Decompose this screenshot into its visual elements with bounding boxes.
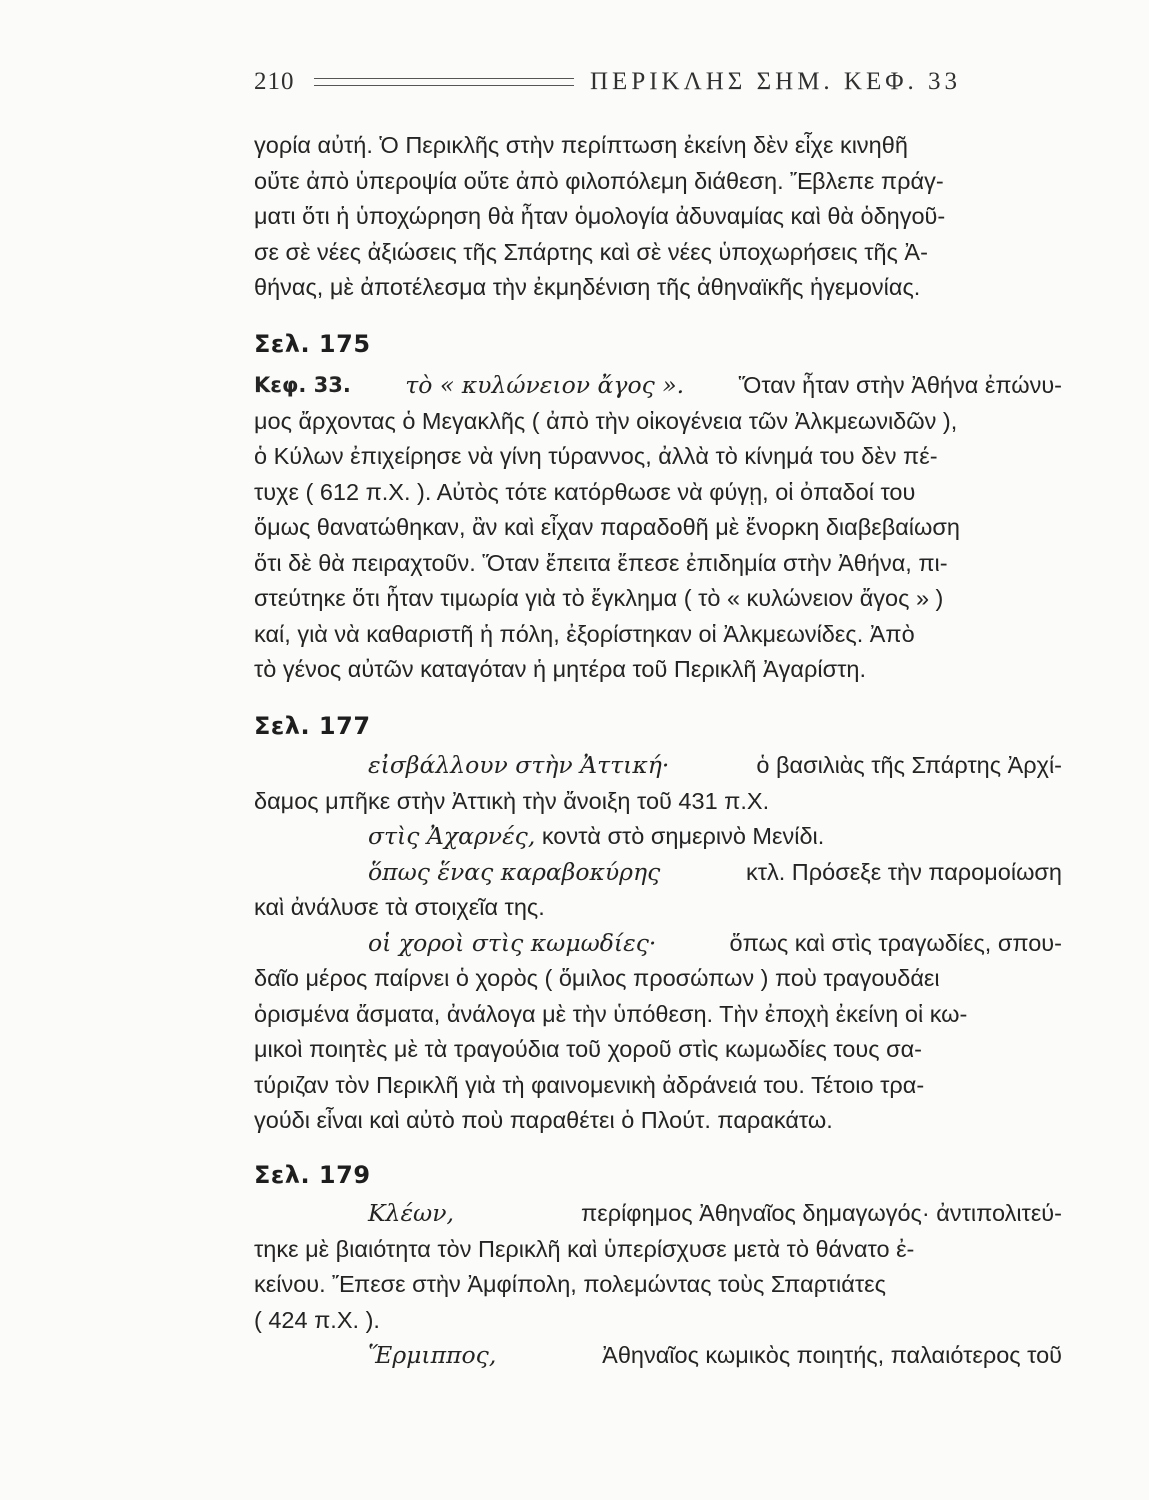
italic-term: εἰσβάλλουν στὴν Ἀττική· bbox=[368, 751, 670, 779]
text-line: Κλέων, περίφημος Ἀθηναῖος δημαγωγός· ἀντιπολιτεύ- bbox=[254, 1196, 1062, 1232]
italic-term: Ἕρμιππος, bbox=[368, 1341, 497, 1369]
chapter-label: Κεφ. 33. bbox=[254, 373, 351, 397]
section-heading-175: Σελ. 175 bbox=[254, 330, 371, 358]
text-line: σε σὲ νέες ἀξιώσεις τῆς Σπάρτης καὶ σὲ νέες ὑποχωρήσεις τῆς Ἀ- bbox=[254, 238, 928, 265]
text-line: καί, γιὰ νὰ καθαριστῆ ἡ πόλη, ἐξορίστηκαν οἱ Ἀλκμεωνίδες. Ἀπὸ bbox=[254, 620, 915, 647]
text-line: ὅτι δὲ θὰ πειραχτοῦν. Ὅταν ἔπειτα ἔπεσε ἐπιδημία στὴν Ἀθήνα, πι- bbox=[254, 549, 948, 576]
section-heading-177: Σελ. 177 bbox=[254, 712, 371, 740]
text-line: τηκε μὲ βιαιότητα τὸν Περικλῆ καὶ ὑπερίσχυσε μετὰ τὸ θάνατο ἐ- bbox=[254, 1235, 915, 1262]
text-line: τύριζαν τὸν Περικλῆ γιὰ τὴ φαινομενικὴ ἀδράνειά του. Τέτοιο τρα- bbox=[254, 1071, 925, 1098]
text-line: τὸ γένος αὐτῶν καταγόταν ἡ μητέρα τοῦ Περικλῆ Ἀγαρίστη. bbox=[254, 656, 866, 682]
text-line: ματι ὅτι ἡ ὑποχώρηση θὰ ἦταν ὁμολογία ἀδυναμίας καὶ θὰ ὁδηγοῦ- bbox=[254, 203, 946, 229]
text-line: θήνας, μὲ ἀποτέλεσμα τὴν ἐκμηδένιση τῆς ἀθηναϊκῆς ἡγεμονίας. bbox=[254, 274, 921, 300]
text-line: καὶ ἀνάλυσε τὰ στοιχεῖα της. bbox=[254, 894, 545, 920]
text-line: ὅπως ἕνας καραβοκύρης κτλ. Πρόσεξε τὴν παρομοίωση bbox=[254, 855, 1062, 891]
paragraph-intro bbox=[254, 128, 1062, 306]
running-head bbox=[254, 62, 1046, 102]
text-line: δαῖο μέρος παίρνει ὁ χορὸς ( ὅμιλος προσώπων ) ποὺ τραγουδάει bbox=[254, 965, 940, 991]
text-line: στὶς Ἀχαρνές, κοντὰ στὸ σημερινὸ Μενίδι. bbox=[254, 819, 1062, 855]
text-line: οἱ χοροὶ στὶς κωμωδίες· ὅπως καὶ στὶς τραγωδίες, σπου- bbox=[254, 926, 1062, 962]
text-line: τυχε ( 612 π.Χ. ). Αὐτὸς τότε κατόρθωσε νὰ φύγῃ, οἱ ὀπαδοί του bbox=[254, 478, 916, 505]
text-line: γούδι εἶναι καὶ αὐτὸ ποὺ παραθέτει ὁ Πλούτ. παρακάτω. bbox=[254, 1107, 833, 1133]
text-line: οὔτε ἀπὸ ὑπεροψία οὔτε ἀπὸ φιλοπόλεμη διάθεση. Ἔβλεπε πράγ- bbox=[254, 167, 944, 194]
text-line: ὁρισμένα ἄσματα, ἀνάλογα μὲ τὴν ὑπόθεση. Τὴν ἐποχὴ ἐκείνη οἱ κω- bbox=[254, 1000, 968, 1027]
page-number: 210 bbox=[254, 68, 295, 95]
italic-term: οἱ χοροὶ στὶς κωμωδίες· bbox=[368, 928, 657, 957]
text-line: γορία αὐτή. Ὁ Περικλῆς στὴν περίπτωση ἐκείνη δὲν εἶχε κινηθῆ bbox=[254, 132, 908, 158]
paragraph-section-177 bbox=[254, 748, 1062, 1139]
text-line: ὁ Κύλων ἐπιχείρησε νὰ γίνη τύραννος, ἀλλὰ τὸ κίνημά του δὲν πέ- bbox=[254, 443, 938, 469]
text-line: εἰσβάλλουν στὴν Ἀττική· ὁ βασιλιὰς τῆς Σπάρτης Ἀρχί- bbox=[254, 748, 1062, 784]
italic-term: τὸ « κυλώνειον ἄγος ». bbox=[405, 371, 685, 399]
italic-term: Κλέων, bbox=[368, 1199, 454, 1227]
italic-term: ὅπως ἕνας καραβοκύρης bbox=[368, 857, 661, 886]
text-line: Κεφ. 33. τὸ « κυλώνειον ἄγος ». Ὅταν ἦταν στὴν Ἀθήνα ἐπώνυ- bbox=[254, 368, 1062, 404]
text-line: κείνου. Ἔπεσε στὴν Ἀμφίπολη, πολεμώντας τοὺς Σπαρτιάτες bbox=[254, 1271, 886, 1297]
section-heading-179: Σελ. 179 bbox=[254, 1161, 371, 1189]
text-line: στεύτηκε ὅτι ἦταν τιμωρία γιὰ τὸ ἔγκλημα ( τὸ « κυλώνειον ἄγος » ) bbox=[254, 585, 944, 611]
header-double-rule bbox=[314, 78, 574, 86]
running-title: ΠΕΡΙΚΛΗΣ ΣΗΜ. ΚΕΦ. 33 bbox=[590, 68, 962, 95]
text-line: μος ἄρχοντας ὁ Μεγακλῆς ( ἀπὸ τὴν οἰκογένεια τῶν Ἀλκμεωνιδῶν ), bbox=[254, 407, 958, 434]
text-line: ( 424 π.Χ. ). bbox=[254, 1306, 380, 1333]
text-line: δαμος μπῆκε στὴν Ἀττικὴ τὴν ἄνοιξη τοῦ 431 π.Χ. bbox=[254, 787, 770, 814]
text-line: μικοὶ ποιητὲς μὲ τὰ τραγούδια τοῦ χοροῦ στὶς κωμωδίες τους σα- bbox=[254, 1036, 922, 1062]
text-line: Ἕρμιππος, Ἀθηναῖος κωμικὸς ποιητής, παλαιότερος τοῦ bbox=[254, 1338, 1062, 1374]
paragraph-section-179 bbox=[254, 1196, 1062, 1374]
paragraph-section-175 bbox=[254, 368, 1062, 688]
text-line: ὅμως θανατώθηκαν, ἂν καὶ εἶχαν παραδοθῆ μὲ ἔνορκη διαβεβαίωση bbox=[254, 514, 960, 540]
italic-term: στὶς Ἀχαρνές, bbox=[368, 822, 536, 850]
